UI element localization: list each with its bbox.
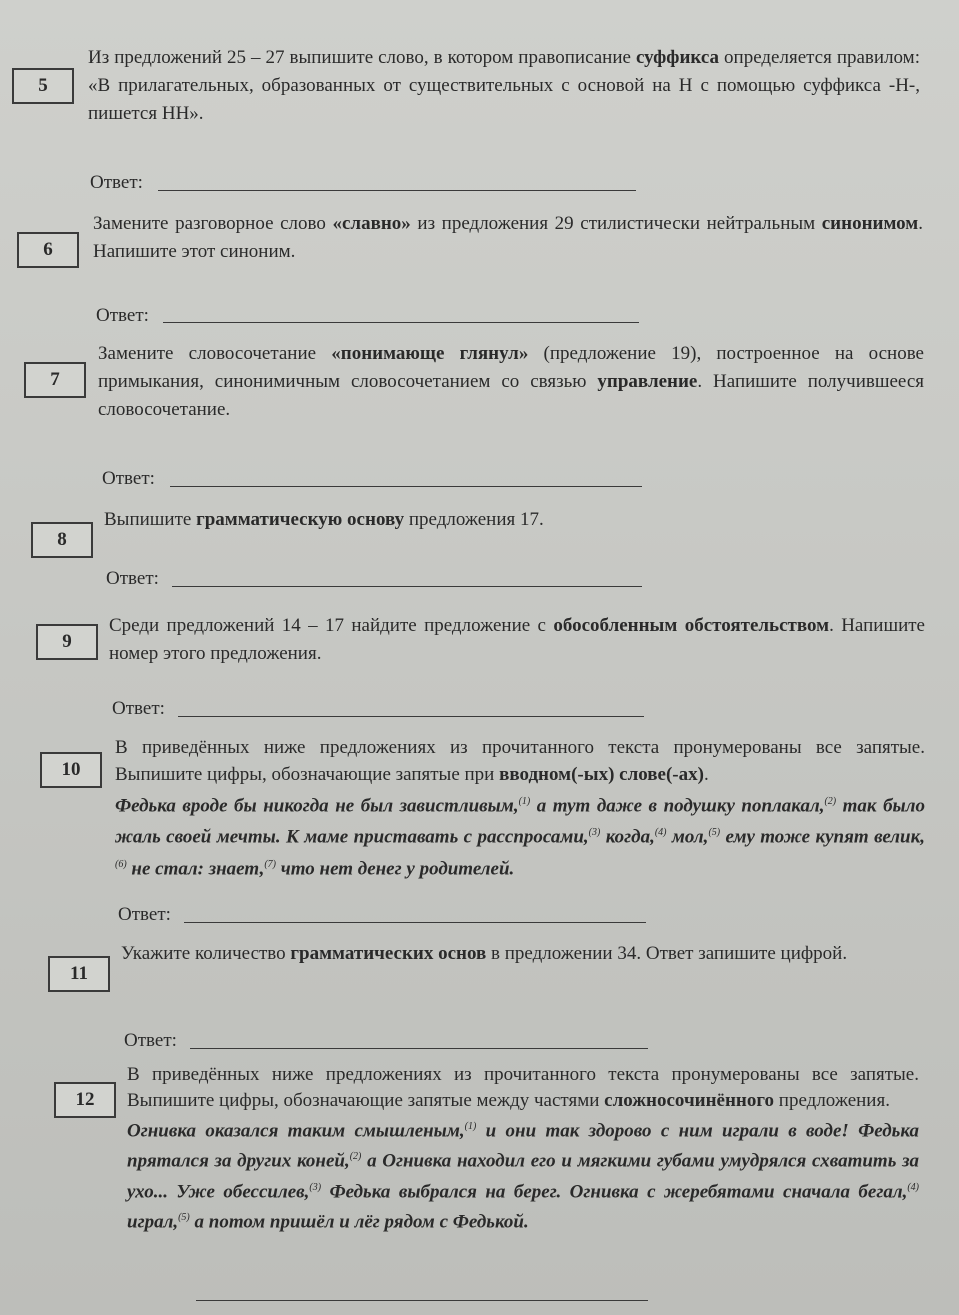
- task-text-8: Выпишите грамматическую основу предложения 17.: [104, 509, 544, 530]
- task-number-8: 8: [31, 522, 93, 558]
- example-text-10: Федька вроде бы никогда не был завистливым,$^{(1)}$ а тут даже в подушку поплакал,$^{(2)}$ так было жаль своей мечты. К маме приставать с расспросами,$^{(3)}$ когда,$^{(4)}$ мол,$^{(5)}$ ему тоже купят велик,$^{(6)}$ не стал: знает,$^{(7)}$ что нет денег у родителей.: [115, 795, 925, 879]
- answer-line-5[interactable]: [158, 190, 636, 191]
- answer-line-8[interactable]: [172, 586, 642, 587]
- task-number-9: 9: [36, 624, 98, 660]
- answer-line-7[interactable]: [170, 486, 642, 487]
- task-text-12: В приведённых ниже предложениях из прочитанного текста пронумерованы все запятые. Выпишите цифры, обозначающие запятые между частями сложносочинённого предложения. Огнивка оказался таким смышленым,$^{(1)}$ и они так здорово с ним играли в воде! Федька прятался за других коней,$^{(2)}$ а Огнивка находил его и мягкими губами умудрялся схватить за ухо... Уже обессилев,$^{(3)}$ Федька выбрался на берег. Огнивка с жеребятами сначала бегал,$^{(4)}$ играл,$^{(5)}$ а потом пришёл и лёг рядом с Федькой.: [127, 1062, 919, 1235]
- task-number-5: 5: [12, 68, 74, 104]
- task-text-10: В приведённых ниже предложениях из прочитанного текста пронумерованы все запятые. Выпишите цифры, обозначающие запятые при вводном(-ых) слове(-ах). Федька вроде бы никогда не был завистливым,$^{(1)}$ а тут даже в подушку поплакал,$^{(2)}$ так было жаль своей мечты. К маме приставать с расспросами,$^{(3)}$ когда,$^{(4)}$ мол,$^{(5)}$ ему тоже купят велик,$^{(6)}$ не стал: знает,$^{(7)}$ что нет денег у родителей.: [115, 734, 925, 882]
- answer-label-8: Ответ:: [106, 568, 159, 589]
- answer-label-10: Ответ:: [118, 904, 171, 925]
- answer-label-11: Ответ:: [124, 1030, 177, 1051]
- answer-line-10[interactable]: [184, 922, 646, 923]
- task-number-10: 10: [40, 752, 102, 788]
- answer-line-9[interactable]: [178, 716, 644, 717]
- task-number-7: 7: [24, 362, 86, 398]
- answer-label-5: Ответ:: [90, 172, 143, 193]
- task-number-6: 6: [17, 232, 79, 268]
- task-text-6: Замените разговорное слово «славно» из предложения 29 стилистически нейтральным синонимом. Напишите этот синоним.: [93, 213, 923, 262]
- answer-label-7: Ответ:: [102, 468, 155, 489]
- task-text-5: Из предложений 25 – 27 выпишите слово, в котором правописание суффикса определяется правилом: «В прилагательных, образованных от существительных с основой на Н с помощью суффикса -Н-, пишется НН».: [88, 47, 920, 124]
- answer-line-12[interactable]: [196, 1300, 648, 1301]
- task-text-9: Среди предложений 14 – 17 найдите предложение с обособленным обстоятельством. Напишите номер этого предложения.: [109, 615, 925, 664]
- answer-line-11[interactable]: [190, 1048, 648, 1049]
- task-text-7: Замените словосочетание «понимающе глянул» (предложение 19), построенное на основе примыкания, синонимичным словосочетанием со связью управление. Напишите получившееся словосочетание.: [98, 343, 925, 420]
- answer-label-6: Ответ:: [96, 305, 149, 326]
- example-text-12: Огнивка оказался таким смышленым,$^{(1)}$ и они так здорово с ним играли в воде! Федька прятался за других коней,$^{(2)}$ а Огнивка находил его и мягкими губами умудрялся схватить за ухо... Уже обессилев,$^{(3)}$ Федька выбрался на берег. Огнивка с жеребятами сначала бегал,$^{(4)}$ играл,$^{(5)}$ а потом пришёл и лёг рядом с Федькой.: [127, 1120, 919, 1233]
- task-text-11: Укажите количество грамматических основ в предложении 34. Ответ запишите цифрой.: [121, 943, 848, 964]
- task-number-11: 11: [48, 956, 110, 992]
- answer-label-9: Ответ:: [112, 698, 165, 719]
- task-number-12: 12: [54, 1082, 116, 1118]
- answer-line-6[interactable]: [163, 322, 639, 323]
